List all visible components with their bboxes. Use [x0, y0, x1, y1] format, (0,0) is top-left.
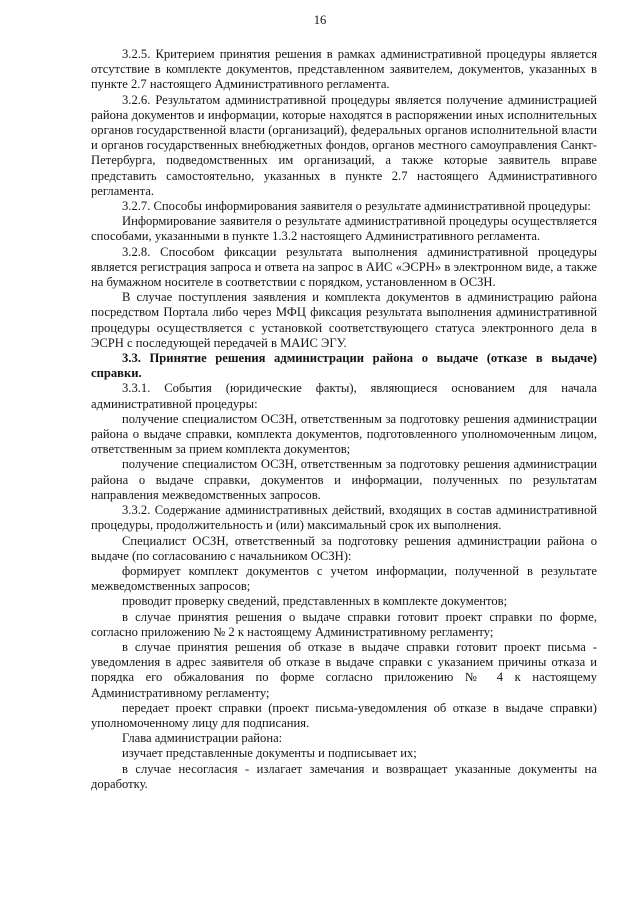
paragraph: в случае несогласия - излагает замечания и возвращает указанные документы на доработку. — [91, 761, 597, 791]
paragraph: 3.2.5. Критерием принятия решения в рамках административной процедуры является отсутствие в комплекте документов, представленном заявителем, документов, указанных в пункте 2.7 настоящего Административного регламента. — [91, 47, 597, 92]
paragraph: 3.3.1. События (юридические факты), являющиеся основанием для начала административной процедуры: — [91, 381, 597, 411]
document-body — [91, 47, 597, 792]
paragraph: изучает представленные документы и подписывает их; — [122, 746, 417, 761]
page-number: 16 — [313, 13, 327, 27]
paragraph: 3.2.6. Результатом административной процедуры является получение администрацией района документов и информации, которые находятся в распоряжении иных исполнительных органов государственной власти (организаций), федеральных органов исполнительной власти и органов государственных внебюджетных фондов, органов местного самоуправления Санкт-Петербурга, подведомственных им организаций, а также которые заявитель вправе представить самостоятельно, указанных в пункте 2.7 настоящего Административного регламента. — [91, 92, 597, 198]
paragraph: 3.3.2. Содержание административных действий, входящих в состав административной процедуры, продолжительность и (или) максимальный срок их выполнения. — [91, 503, 597, 533]
paragraph: передает проект справки (проект письма-уведомления об отказе в выдаче справки) уполномоченному лицу для подписания. — [91, 700, 597, 730]
paragraph: Специалист ОСЗН, ответственный за подготовку решения администрации района о выдаче (по согласованию с начальником ОСЗН): — [91, 533, 597, 563]
section-heading: 3.3. Принятие решения администрации района о выдаче (отказе в выдаче) справки. — [91, 351, 597, 381]
paragraph: 3.2.8. Способом фиксации результата выполнения административной процедуры является регистрация запроса и ответа на запрос в АИС «ЭСРН» в электронном виде, а также на бумажном носителе в соответствии с порядком, установленном в ОСЗН. — [91, 244, 597, 290]
paragraph: Глава администрации района: — [122, 731, 283, 746]
paragraph: В случае поступления заявления и комплекта документов в администрацию района посредством Портала либо через МФЦ фиксация результата выполнения административной процедуры осуществляется с установкой соответствующего статуса электронного дела в ЭСРН с последующей передачей в МАИС ЭГУ. — [91, 290, 597, 350]
paragraph: 3.2.7. Способы информирования заявителя о результате административной процедуры: — [122, 199, 591, 214]
paragraph: в случае принятия решения об отказе в выдаче справки готовит проект письма - уведомления в адрес заявителя об отказе в выдаче справки с указанием причины отказа и порядка его обжалования по форме согласно приложению № 4 к настоящему Административному регламенту; — [91, 639, 597, 700]
paragraph: в случае принятия решения о выдаче справки готовит проект справки по форме, согласно приложению № 2 к настоящему Административному регламенту; — [91, 609, 597, 639]
paragraph: Информирование заявителя о результате административной процедуры осуществляется способами, указанными в пункте 1.3.2 настоящего Административного регламента. — [91, 214, 597, 244]
paragraph: получение специалистом ОСЗН, ответственным за подготовку решения администрации района о выдаче справки, документов и информации, полученных по результатам направления межведомственных запросов. — [91, 457, 597, 502]
paragraph: формирует комплект документов с учетом информации, полученной в результате межведомственных запросов; — [91, 563, 597, 594]
paragraph: получение специалистом ОСЗН, ответственным за подготовку решения администрации района о выдаче справки, комплекта документов, подготовленного уполномоченным лицом, ответственным за прием комплекта документов; — [91, 411, 597, 457]
paragraph: проводит проверку сведений, представленных в комплекте документов; — [122, 594, 508, 609]
